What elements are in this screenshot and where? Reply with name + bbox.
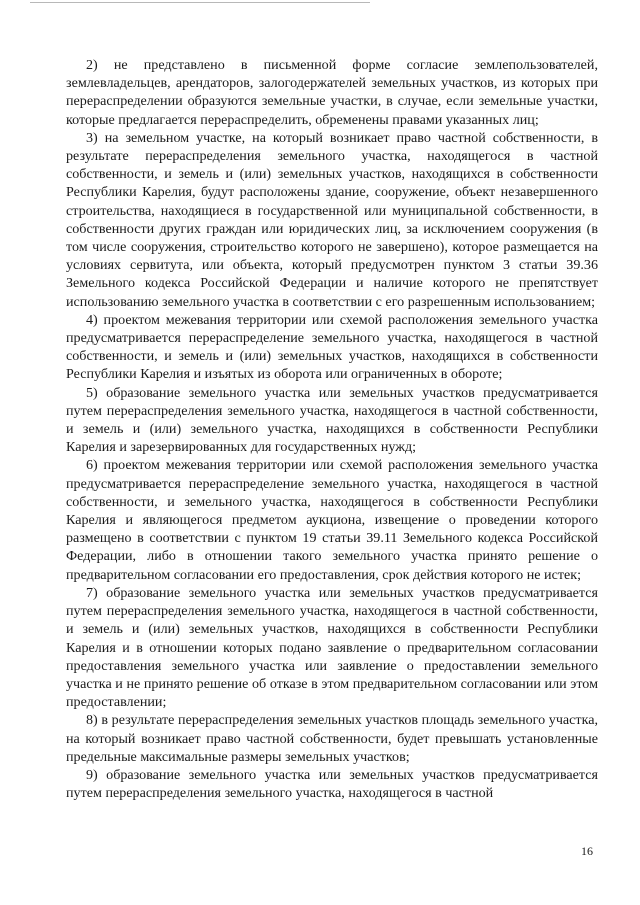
paragraph-item-9: 9) образование земельного участка или земельных участков предусматривается путем перераспределения земельного участка, находящегося в частной (66, 766, 598, 802)
paragraph-item-3: 3) на земельном участке, на который возникает право частной собственности, в результате перераспределения земельного участка, находящегося в частной собственности, и земель и (или) земельных участков, находящихся в собственности Республики Карелия, будут расположены здание, сооружение, объект незавершенного строительства, находящиеся в государственной или муниципальной собственности, в собственности других граждан или юридических лиц, за исключением сооружения (в том числе сооружения, строительство которого не завершено), которое размещается на условиях сервитута, или объекта, который предусмотрен пунктом 3 статьи 39.36 Земельного кодекса Российской Федерации и наличие которого не препятствует использованию земельного участка в соответствии с его разрешенным использованием; (66, 129, 598, 310)
document-body (66, 56, 598, 802)
paragraph-item-6: 6) проектом межевания территории или схемой расположения земельного участка предусматривается перераспределение земельного участка, находящегося в частной собственности, и земельного участка, находящегося в собственности Республики Карелия и являющегося предметом аукциона, извещение о проведении которого размещено в соответствии с пунктом 19 статьи 39.11 Земельного кодекса Российской Федерации, либо в отношении такого земельного участка принято решение о предварительном согласовании его предоставления, срок действия которого не истек; (66, 457, 598, 583)
paragraph-item-7: 7) образование земельного участка или земельных участков предусматривается путем перераспределения земельного участка, находящегося в частной собственности, и земель и (или) земельных участков, находящихся в собственности Республики Карелия и в отношении которых подано заявление о предварительном согласовании предоставления земельного участка или заявление о предоставлении земельного участка и не принято решение об отказе в этом предварительном согласовании или этом предоставлении; (66, 584, 598, 711)
paragraph-item-8: 8) в результате перераспределения земельных участков площадь земельного участка, на который возникает право частной собственности, будет превышать установленные предельные максимальные размеры земельных участков; (66, 712, 598, 765)
scan-edge-line (30, 2, 370, 3)
paragraph-item-5: 5) образование земельного участка или земельных участков предусматривается путем перераспределения земельного участка, находящегося в частной собственности, и земель и (или) земельного участка, находящихся в собственности Республики Карелия и зарезервированных для государственных нужд; (66, 384, 598, 456)
paragraph-item-4: 4) проектом межевания территории или схемой расположения земельного участка предусматривается перераспределение земельного участка, находящегося в частной собственности, и земель и (или) земельных участков, находящихся в собственности Республики Карелия и изъятых из оборота или ограниченных в обороте; (66, 311, 598, 383)
page-number: 16 (581, 844, 593, 858)
paragraph-item-2: 2) не представлено в письменной форме согласие землепользователей, землевладельцев, арендаторов, залогодержателей земельных участков, из которых при перераспределении образуются земельные участки, в случае, если земельные участки, которые предлагается перераспределить, обременены правами указанных лиц; (66, 57, 598, 128)
